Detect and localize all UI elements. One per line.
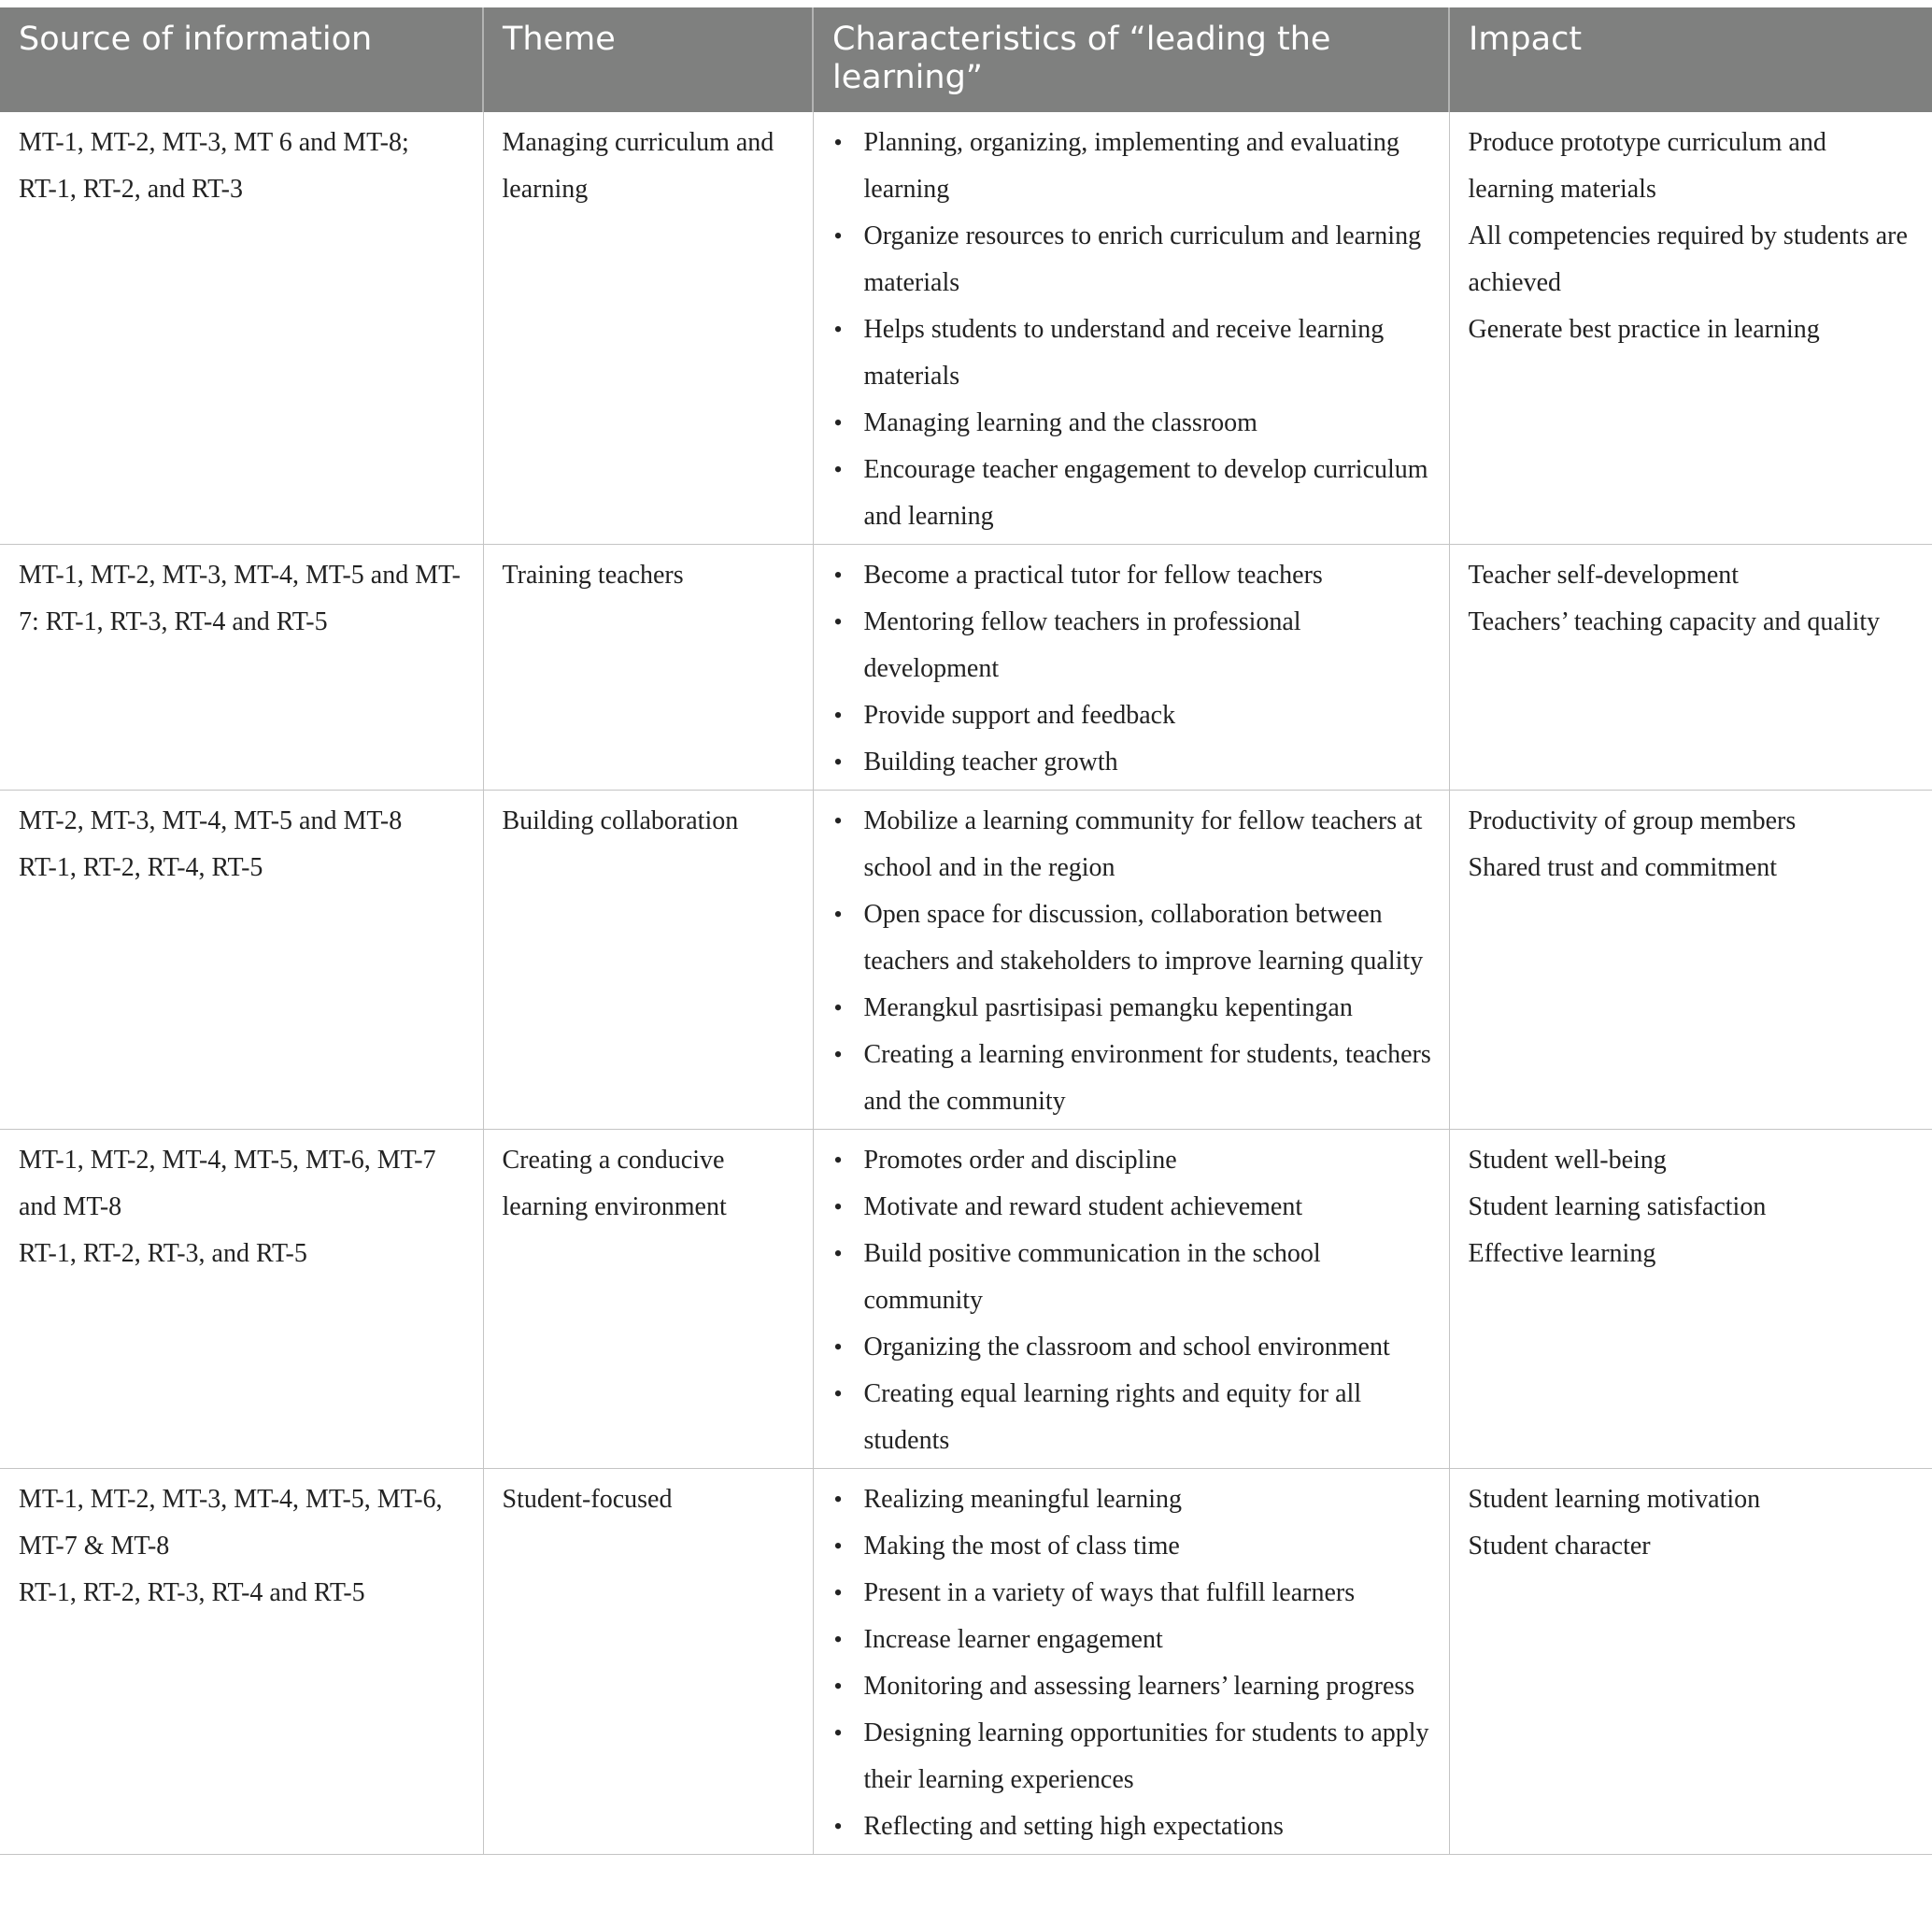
- header-source: Source of information: [0, 7, 483, 112]
- impact-item: Produce prototype curriculum and learning materials: [1468, 128, 1826, 204]
- characteristic-item: • Monitoring and assessing learners’ learning progress: [832, 1663, 1432, 1710]
- source-line: MT-1, MT-2, MT-3, MT-4, MT-5 and MT-7: RT-1, RT-3, RT-4 and RT-5: [19, 561, 461, 636]
- characteristics-list: [832, 552, 1432, 786]
- impact-item: Productivity of group members: [1468, 806, 1797, 835]
- characteristic-item: • Designing learning opportunities for students to apply their learning experiences: [832, 1710, 1432, 1803]
- impact-item: Student well-being: [1468, 1146, 1667, 1175]
- impact-item: Effective learning: [1468, 1239, 1656, 1268]
- source-line: MT-1, MT-2, MT-4, MT-5, MT-6, MT-7 and MT-8: [19, 1146, 436, 1221]
- table-row: [0, 545, 1932, 791]
- table-row: [0, 112, 1932, 545]
- characteristic-item: • Motivate and reward student achievement: [832, 1184, 1432, 1231]
- table-body: [0, 112, 1932, 1855]
- impact-item: Teachers’ teaching capacity and quality: [1468, 607, 1881, 636]
- table-row: [0, 1130, 1932, 1469]
- characteristic-item: • Planning, organizing, implementing and evaluating learning: [832, 120, 1432, 213]
- characteristic-item: • Encourage teacher engagement to develop curriculum and learning: [832, 447, 1432, 540]
- characteristic-item: • Creating equal learning rights and equity for all students: [832, 1371, 1432, 1464]
- characteristics-list: [832, 120, 1432, 540]
- source-line: MT-1, MT-2, MT-3, MT-4, MT-5, MT-6, MT-7 & MT-8: [19, 1485, 443, 1561]
- characteristic-item: • Increase learner engagement: [832, 1617, 1432, 1663]
- source-line: RT-1, RT-2, and RT-3: [19, 175, 243, 204]
- source-cell: [0, 1469, 483, 1855]
- characteristics-cell: [813, 112, 1449, 545]
- header-row: [0, 7, 1932, 112]
- impact-cell: [1449, 112, 1932, 545]
- leading-learning-table-wrapper: [0, 7, 1932, 1855]
- source-cell: [0, 1130, 483, 1469]
- table-header: [0, 7, 1932, 112]
- leading-learning-table: [0, 7, 1932, 1855]
- source-cell: [0, 791, 483, 1130]
- source-line: RT-1, RT-2, RT-4, RT-5: [19, 853, 263, 882]
- impact-item: Teacher self-development: [1468, 561, 1740, 590]
- characteristic-item: • Build positive communication in the school community: [832, 1231, 1432, 1324]
- characteristic-item: • Provide support and feedback: [832, 692, 1432, 739]
- theme-cell: Creating a conducive learning environment: [483, 1130, 813, 1469]
- characteristic-item: • Helps students to understand and receive learning materials: [832, 306, 1432, 400]
- theme-cell: Managing curriculum and learning: [483, 112, 813, 545]
- header-theme: Theme: [483, 7, 813, 112]
- characteristics-cell: [813, 1469, 1449, 1855]
- characteristics-cell: [813, 1130, 1449, 1469]
- characteristic-item: • Merangkul pasrtisipasi pemangku kepentingan: [832, 985, 1432, 1032]
- characteristic-item: • Building teacher growth: [832, 739, 1432, 786]
- theme-cell: Training teachers: [483, 545, 813, 791]
- characteristic-item: • Reflecting and setting high expectations: [832, 1803, 1432, 1850]
- characteristics-cell: [813, 545, 1449, 791]
- characteristic-item: • Realizing meaningful learning: [832, 1476, 1432, 1523]
- theme-cell: Building collaboration: [483, 791, 813, 1130]
- characteristic-item: • Organize resources to enrich curriculum and learning materials: [832, 213, 1432, 306]
- characteristic-item: • Making the most of class time: [832, 1523, 1432, 1570]
- characteristic-item: • Creating a learning environment for students, teachers and the community: [832, 1032, 1432, 1125]
- characteristic-item: • Organizing the classroom and school environment: [832, 1324, 1432, 1371]
- characteristics-list: [832, 1476, 1432, 1850]
- impact-item: Shared trust and commitment: [1468, 853, 1777, 882]
- source-line: MT-1, MT-2, MT-3, MT 6 and MT-8;: [19, 128, 409, 157]
- impact-item: Student character: [1468, 1532, 1651, 1561]
- impact-item: Generate best practice in learning: [1468, 315, 1820, 344]
- table-row: [0, 791, 1932, 1130]
- source-line: RT-1, RT-2, RT-3, and RT-5: [19, 1239, 307, 1268]
- impact-item: Student learning motivation: [1468, 1485, 1761, 1514]
- characteristic-item: • Mobilize a learning community for fellow teachers at school and in the region: [832, 798, 1432, 891]
- header-impact: Impact: [1449, 7, 1932, 112]
- impact-cell: [1449, 545, 1932, 791]
- theme-cell: Student-focused: [483, 1469, 813, 1855]
- impact-cell: [1449, 1469, 1932, 1855]
- characteristics-list: [832, 798, 1432, 1125]
- characteristic-item: • Promotes order and discipline: [832, 1137, 1432, 1184]
- source-cell: [0, 545, 483, 791]
- characteristics-cell: [813, 791, 1449, 1130]
- characteristic-item: • Open space for discussion, collaboration between teachers and stakeholders to improve learning quality: [832, 891, 1432, 985]
- source-line: RT-1, RT-2, RT-3, RT-4 and RT-5: [19, 1578, 365, 1607]
- header-characteristics: Characteristics of “leading the learning”: [813, 7, 1449, 112]
- characteristics-list: [832, 1137, 1432, 1464]
- table-row: [0, 1469, 1932, 1855]
- impact-item: Student learning satisfaction: [1468, 1192, 1767, 1221]
- impact-item: All competencies required by students are achieved: [1468, 221, 1908, 297]
- characteristic-item: • Present in a variety of ways that fulfill learners: [832, 1570, 1432, 1617]
- source-line: MT-2, MT-3, MT-4, MT-5 and MT-8: [19, 806, 403, 835]
- impact-cell: [1449, 1130, 1932, 1469]
- characteristic-item: • Mentoring fellow teachers in professional development: [832, 599, 1432, 692]
- characteristic-item: • Become a practical tutor for fellow teachers: [832, 552, 1432, 599]
- source-cell: [0, 112, 483, 545]
- impact-cell: [1449, 791, 1932, 1130]
- characteristic-item: • Managing learning and the classroom: [832, 400, 1432, 447]
